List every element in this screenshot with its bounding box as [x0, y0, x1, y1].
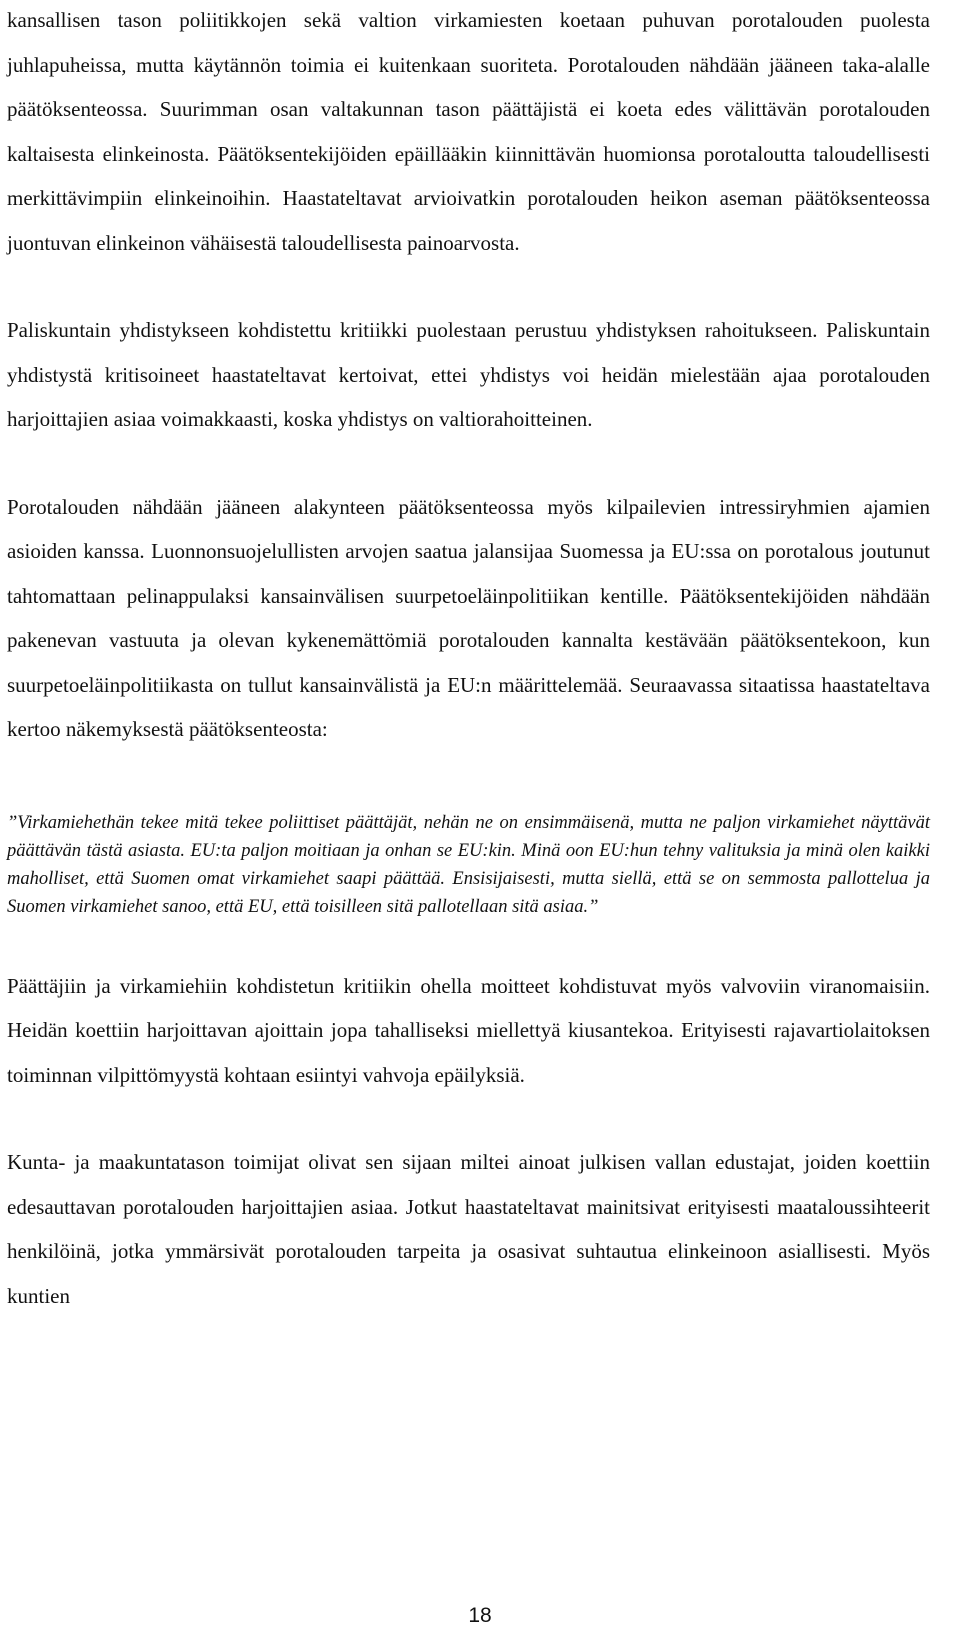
body-paragraph: Paliskuntain yhdistykseen kohdistettu kritiikki puolestaan perustuu yhdistyksen rahoitukseen. Paliskuntain yhdistystä kritisoineet haastateltavat kertoivat, ettei yhdistys voi heidän mielestään ajaa porotalouden harjoittajien asiaa voimakkaasti, koska yhdistys on valtiorahoitteinen. [7, 318, 930, 431]
page-number: 18 [468, 1604, 492, 1627]
interview-quote: ”Virkamiehethän tekee mitä tekee poliittiset päättäjät, nehän ne on ensimmäisenä, mutta ne paljon virkamiehet näyttävät päättävän tästä asiasta. EU:ta paljon moitiaan ja onhan se EU:kin. Minä oon EU:hun tehny valituksia ja minä olen kaikki maholliset, että Suomen omat virkamiehet saapi päättää. Ensisijaisesti, mutta siellä, että se on semmosta pallottelua ja Suomen virkamiehet sanoo, että EU, että toisilleen sitä pallotellaan sitä asiaa.” [7, 812, 930, 917]
body-paragraph: Kunta- ja maakuntatason toimijat olivat sen sijaan miltei ainoat julkisen vallan edustajat, joiden koettiin edesauttavan porotalouden harjoittajien asiaa. Jotkut haastateltavat mainitsivat erityisesti maataloussihteerit henkilöinä, jotka ymmärsivät porotalouden tarpeita ja osasivat suhtautua elinkeinoon asiallisesti. Myös kuntien [7, 1150, 930, 1308]
body-paragraph: kansallisen tason poliitikkojen sekä valtion virkamiesten koetaan puhuvan porotalouden puolesta juhlapuheissa, mutta käytännön toimia ei kuitenkaan suoriteta. Porotalouden nähdään jääneen taka-alalle päätöksenteossa. Suurimman osan valtakunnan tason päättäjistä ei koeta edes välittävän porotalouden kaltaisesta elinkeinosta. Päätöksentekijöiden epäillääkin kiinnittävän huomionsa porotaloutta taloudellisesti merkittävimpiin elinkeinoihin. Haastateltavat arvioivatkin porotalouden heikon aseman päätöksenteossa juontuvan elinkeinon vähäisestä taloudellisesta painoarvosta. [7, 8, 930, 255]
body-paragraph: Porotalouden nähdään jääneen alakynteen päätöksenteossa myös kilpailevien intressiryhmien ajamien asioiden kanssa. Luonnonsuojelullisten arvojen saatua jalansijaa Suomessa ja EU:ssa on porotalous joutunut tahtomattaan pelinappulaksi kansainvälisen suurpetoeläinpolitiikan kentille. Päätöksentekijöiden nähdään pakenevan vastuuta ja olevan kykenemättömiä porotalouden kannalta kestävään päätöksentekoon, kun suurpetoeläinpolitiikasta on tullut kansainvälistä ja EU:n määrittelemää. Seuraavassa sitaatissa haastateltava kertoo näkemyksestä päätöksenteosta: [7, 494, 930, 741]
body-paragraph: Päättäjiin ja virkamiehiin kohdistetun kritiikin ohella moitteet kohdistuvat myös valvoviin viranomaisiin. Heidän koettiin harjoittavan ajoittain jopa tahalliseksi miellettyä kiusantekoa. Erityisesti rajavartiolaitoksen toiminnan vilpittömyystä kohtaan esiintyi vahvoja epäilyksiä. [7, 973, 930, 1087]
